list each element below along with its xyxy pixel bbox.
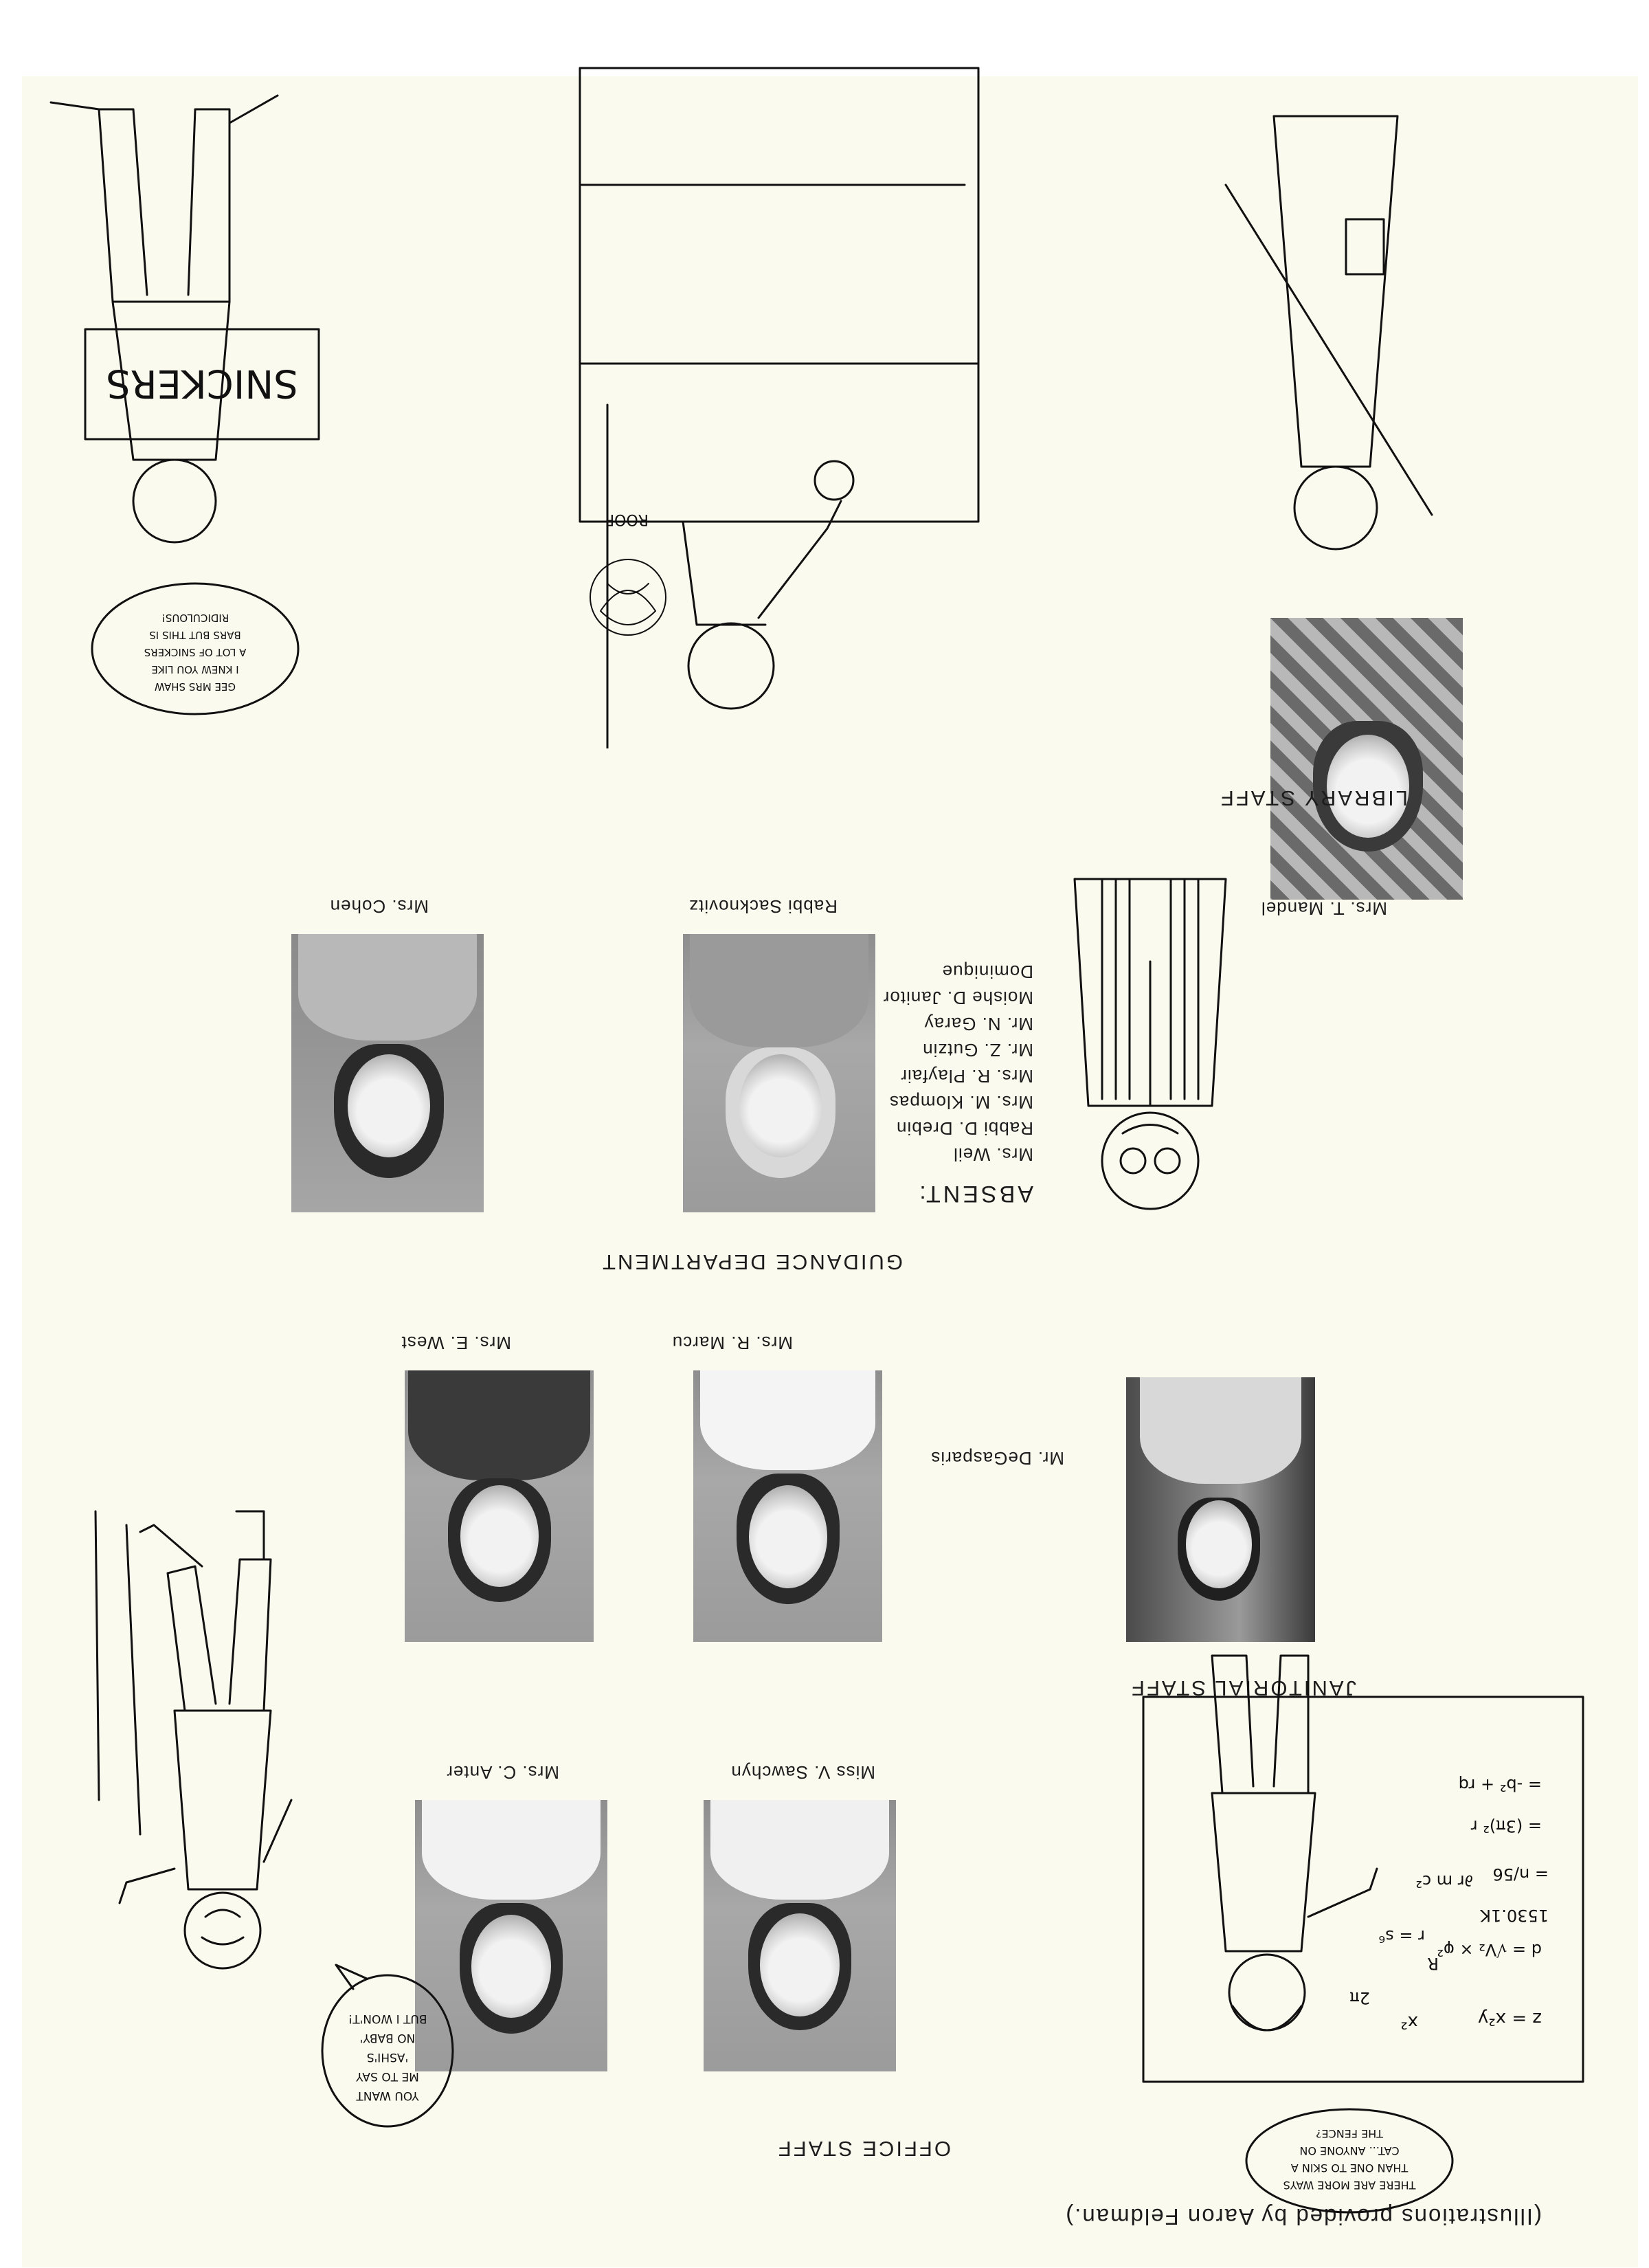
photo-mrs-e-west bbox=[405, 1370, 594, 1642]
guidance-department-heading: GUIDANCE DEPARTMENT bbox=[601, 1250, 903, 1274]
absent-name: Mrs. M. Klompas bbox=[888, 1092, 1033, 1113]
balloon-desk-drawing bbox=[552, 47, 1033, 748]
bubble-line: RIDICULOUS! bbox=[161, 612, 229, 624]
snickers-sign-text: SNICKERS bbox=[106, 361, 298, 405]
bubble-line: BUT I WON'T! bbox=[348, 2012, 427, 2025]
mustache-man-drawing bbox=[1047, 852, 1253, 1236]
caption-mrs-t-mandel: Mrs. T. Mandel bbox=[1260, 898, 1387, 919]
absent-name: Moishe D. Janitor bbox=[882, 988, 1033, 1008]
absent-name: Rabbi D. Drebin bbox=[896, 1118, 1033, 1139]
bubble-line: CAT... ANYONE ON bbox=[1299, 2144, 1400, 2157]
bubble-line: THAN ONE TO SKIN A bbox=[1290, 2161, 1409, 2175]
phone-guy-speech-bubble bbox=[319, 1961, 456, 2133]
caption-mrs-e-west: Mrs. E. West bbox=[401, 1333, 511, 1353]
caption-mr-degasparis bbox=[930, 1447, 1064, 1470]
absent-name: Mrs. R. Playfair bbox=[900, 1066, 1033, 1087]
bubble-line: YOU WANT bbox=[356, 2089, 419, 2102]
snickers-man-drawing bbox=[37, 68, 436, 577]
janitorial-staff-heading: JANITORIAL STAFF bbox=[1130, 1676, 1356, 1700]
formula: R bbox=[1427, 1954, 1439, 1973]
office-staff-heading: OFFICE STAFF bbox=[776, 2137, 951, 2161]
blackboard-speech-bubble bbox=[1239, 2102, 1459, 2219]
bubble-line: NO BABY' bbox=[359, 2031, 416, 2045]
formula: ∂r m c² bbox=[1415, 1871, 1473, 1891]
formula: 1530.1K bbox=[1480, 1906, 1549, 1925]
caption-rabbi-sackncovitz: Rabbi Sacknovitz bbox=[688, 896, 838, 917]
absent-name: Mr. Z. Gutzin bbox=[922, 1040, 1033, 1060]
library-staff-heading: LIBRARY STAFF bbox=[1218, 786, 1408, 810]
caption-miss-v-sawchyn: Miss V. Sawchyn bbox=[730, 1762, 875, 1783]
bubble-line: I KNEW YOU LIKE bbox=[151, 663, 239, 676]
absent-list bbox=[759, 959, 1033, 1168]
caption-mr-degasparis-text: Mr. DeGasparis bbox=[930, 1448, 1064, 1469]
pole-man-drawing bbox=[1185, 89, 1473, 570]
roof-word: ROOF bbox=[605, 511, 649, 528]
photo-miss-v-sawchyn bbox=[704, 1800, 896, 2071]
paper-sheet bbox=[22, 76, 1638, 2267]
blackboard-teacher-drawing bbox=[1102, 1559, 1597, 2095]
formula: = -b² + rq bbox=[1458, 1775, 1542, 1794]
photo-mrs-cohen bbox=[291, 934, 484, 1212]
snickers-speech-bubble bbox=[85, 577, 305, 721]
formula: = n/56 bbox=[1492, 1865, 1549, 1884]
photo-mrs-t-mandel bbox=[1270, 618, 1463, 900]
formula: d = √V₂ × φ² bbox=[1437, 1940, 1542, 1959]
caption-mrs-r-marcu: Mrs. R. Marcu bbox=[671, 1333, 793, 1353]
caption-mrs-cohen: Mrs. Cohen bbox=[329, 896, 429, 917]
caption-mrs-c-anter: Mrs. C. Anter bbox=[446, 1762, 559, 1783]
bubble-line: THERE ARE MORE WAYS bbox=[1283, 2179, 1416, 2192]
formula: = (3π)² r bbox=[1470, 1816, 1542, 1836]
bubble-line: THE FENCE? bbox=[1315, 2127, 1384, 2140]
formula: 2π bbox=[1349, 1988, 1370, 2008]
absent-name: Mr. N. Garay bbox=[923, 1014, 1033, 1034]
bubble-line: ME TO SAY bbox=[356, 2069, 419, 2083]
bubble-line: A LOT OF SNICKERS bbox=[144, 646, 247, 658]
bubble-line: BARS BUT THIS IS bbox=[149, 629, 241, 641]
absent-name: Dominique bbox=[941, 961, 1033, 982]
bubble-line: 'ASHI'S bbox=[366, 2050, 409, 2064]
absent-name: Mrs. Weil bbox=[953, 1144, 1033, 1165]
formula: z = x²y bbox=[1477, 2008, 1542, 2029]
photo-mrs-r-marcu bbox=[693, 1370, 882, 1642]
bubble-line: GEE MRS SHAW bbox=[154, 680, 236, 693]
absent-heading: ABSENT: bbox=[917, 1181, 1033, 1207]
illustration-credit: (Illustrations provided by Aaron Feldman.) bbox=[1064, 2204, 1542, 2230]
phone-guy-drawing bbox=[30, 1470, 305, 2006]
formula: r = s⁶ bbox=[1378, 1926, 1425, 1946]
formula: x² bbox=[1400, 2012, 1418, 2032]
